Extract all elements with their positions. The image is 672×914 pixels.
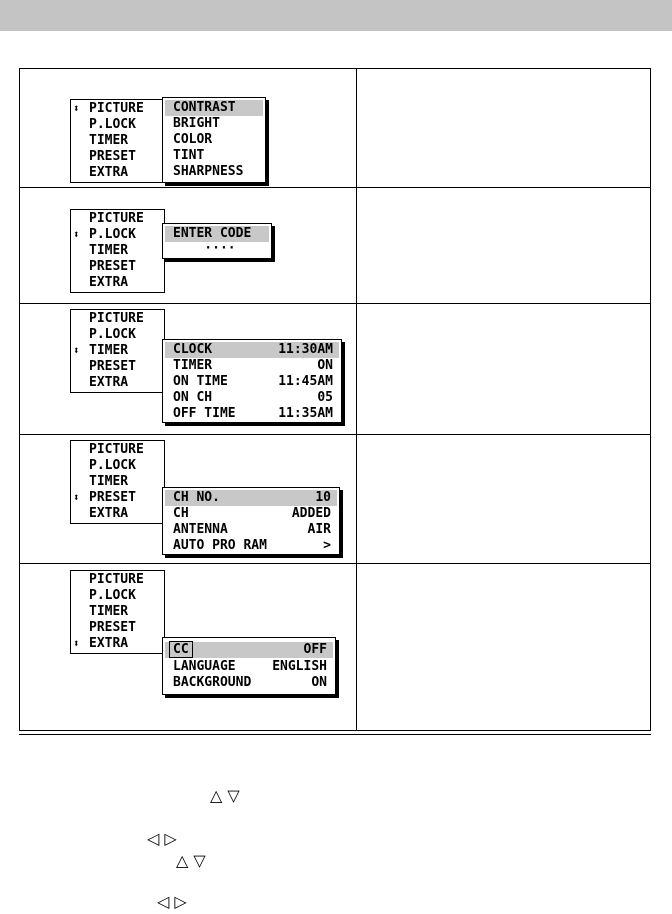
submenu-item-background[interactable]: BACKGROUND ON — [173, 675, 327, 690]
selector-icon: ⬍ — [73, 228, 80, 241]
up-down-arrows-icon: △ ▽ — [176, 851, 206, 870]
row-divider — [19, 303, 651, 304]
menu-item-timer[interactable]: TIMER — [89, 474, 129, 489]
selector-icon: ⬍ — [73, 102, 80, 115]
menu-item-picture[interactable]: PICTURE — [89, 442, 144, 457]
submenu-item-ch[interactable]: CH ADDED — [173, 506, 331, 521]
submenu-item-off-time[interactable]: OFF TIME 11:35AM — [173, 406, 333, 421]
menu-item-timer[interactable]: TIMER — [89, 604, 129, 619]
menu-item-extra[interactable]: EXTRA — [89, 506, 129, 521]
menu-item-preset[interactable]: PRESET — [89, 490, 136, 505]
menu-item-picture[interactable]: PICTURE — [89, 211, 144, 226]
main-menu — [70, 209, 165, 293]
menu-item-preset[interactable]: PRESET — [89, 149, 136, 164]
menu-item-extra[interactable]: EXTRA — [89, 275, 129, 290]
main-menu — [70, 570, 165, 654]
selector-icon: ⬍ — [73, 491, 80, 504]
submenu-item-on-time[interactable]: ON TIME 11:45AM — [173, 374, 333, 389]
plock-submenu — [162, 223, 272, 259]
menu-item-preset[interactable]: PRESET — [89, 620, 136, 635]
menu-item-plock[interactable]: P.LOCK — [89, 327, 136, 342]
extra-submenu — [162, 637, 336, 695]
column-divider — [356, 68, 357, 731]
submenu-item-language[interactable]: LANGUAGE ENGLISH — [173, 659, 327, 674]
submenu-item-clock[interactable]: CLOCK 11:30AM — [165, 342, 339, 358]
submenu-item-contrast[interactable]: CONTRAST — [165, 100, 263, 116]
left-right-arrows-icon: ◁ ▷ — [147, 829, 177, 848]
selector-icon: ⬍ — [73, 637, 80, 650]
submenu-item-bright[interactable]: BRIGHT — [173, 116, 220, 131]
menu-item-timer[interactable]: TIMER — [89, 343, 129, 358]
menu-item-extra[interactable]: EXTRA — [89, 636, 129, 651]
picture-submenu — [162, 97, 266, 183]
menu-item-picture[interactable]: PICTURE — [89, 101, 144, 116]
row-divider — [19, 563, 651, 564]
menu-item-plock[interactable]: P.LOCK — [89, 117, 136, 132]
menu-item-preset[interactable]: PRESET — [89, 359, 136, 374]
enter-code-label: ENTER CODE — [165, 226, 269, 242]
timer-submenu — [162, 339, 342, 423]
row-divider — [19, 187, 651, 188]
selector-icon: ⬍ — [73, 344, 80, 357]
menu-item-plock[interactable]: P.LOCK — [89, 588, 136, 603]
header-bar — [0, 0, 672, 31]
submenu-item-tint[interactable]: TINT — [173, 148, 205, 163]
submenu-item-color[interactable]: COLOR — [173, 132, 213, 147]
submenu-item-sharpness[interactable]: SHARPNESS — [173, 164, 244, 179]
table-bottom-rule — [19, 734, 651, 735]
submenu-item-on-ch[interactable]: ON CH 05 — [173, 390, 333, 405]
menu-item-timer[interactable]: TIMER — [89, 133, 129, 148]
submenu-item-ch-no[interactable]: CH NO. 10 — [165, 490, 337, 506]
main-menu — [70, 440, 165, 524]
preset-submenu — [162, 487, 340, 555]
menu-item-plock[interactable]: P.LOCK — [89, 458, 136, 473]
submenu-item-antenna[interactable]: ANTENNA AIR — [173, 522, 331, 537]
menu-item-plock[interactable]: P.LOCK — [89, 227, 136, 242]
up-down-arrows-icon: △ ▽ — [210, 786, 240, 805]
menu-item-extra[interactable]: EXTRA — [89, 375, 129, 390]
submenu-item-timer[interactable]: TIMER ON — [173, 358, 333, 373]
main-menu — [70, 99, 165, 183]
row-divider — [19, 434, 651, 435]
main-menu — [70, 309, 165, 393]
left-right-arrows-icon: ◁ ▷ — [157, 892, 187, 911]
code-input[interactable]: ···· — [173, 241, 236, 256]
menu-item-preset[interactable]: PRESET — [89, 259, 136, 274]
menu-item-picture[interactable]: PICTURE — [89, 572, 144, 587]
submenu-item-cc[interactable]: CC OFF — [165, 642, 333, 658]
menu-item-extra[interactable]: EXTRA — [89, 165, 129, 180]
menu-item-timer[interactable]: TIMER — [89, 243, 129, 258]
menu-item-picture[interactable]: PICTURE — [89, 311, 144, 326]
submenu-item-auto-program[interactable]: AUTO PRO RAM > — [173, 538, 331, 553]
